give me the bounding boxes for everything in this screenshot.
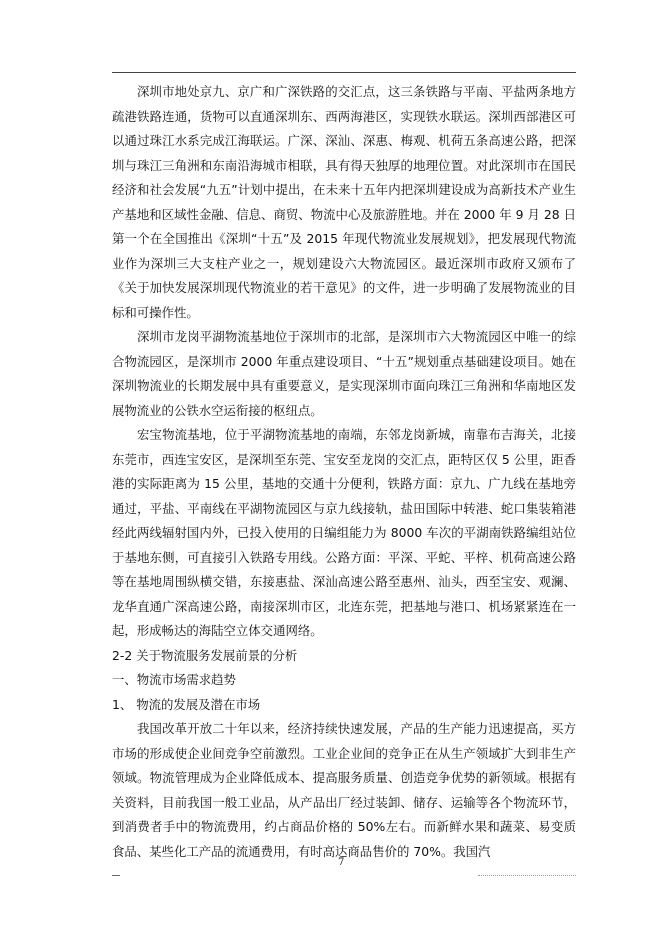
paragraph: 宏宝物流基地，位于平湖物流基地的南端，东邻龙岗新城，南靠布吉海关，北接东莞市，西连宝安区，是深圳至东莞、宝安至龙岗的交汇点，距特区仅 5 公里，距香港的实际距离为 15 公里，基地的交通十分便利，铁路方面：京九、广九线在基地旁通过，平盐、平南线在平湖物流园区与京九线接轨，盐田国际中转港、蛇口集装箱港经此两线辐射国内外，已投入使用的日编组能力为 8000 车次的平湖南铁路编组站位于基地东侧，可直接引入铁路专用线。公路方面：平深、平蛇、平梓、机荷高速公路等在基地周围纵横交错，东接惠盐、深汕高速公路至惠州、汕头，西至宝安、观澜、龙华直通广深高速公路，南接深圳市区，北连东莞，把基地与港口、机场紧紧连在一起，形成畅达的海陆空立体交通网络。 [112, 427, 576, 638]
subsubsection-heading: 1、 物流的发展及潜在市场 [112, 696, 261, 712]
paragraph: 深圳市地处京九、京广和广深铁路的交汇点，这三条铁路与平南、平盐两条地方疏港铁路连通，货物可以直通深圳东、西两海港区，实现铁水联运。深圳西部港区可以通过珠江水系完成江海联运。广深、深汕、深惠、梅观、机荷五条高速公路，把深圳与珠江三角洲和东南沿海城市相联，具有得天独厚的地理位置。对此深圳市在国民经济和社会发展“九五”计划中提出，在未来十五年内把深圳建设成为高新技术产业生产基地和区域性金融、信息、商贸、物流中心及旅游胜地。并在 2000 年 9 月 28 日第一个在全国推出《深圳“十五”及 2015 年现代物流业发展规划》，把发展现代物流业作为深圳三大支柱产业之一，规划建设六大物流园区。最近深圳市政府又颁布了《关于加快发展深圳现代物流业的若干意见》的文件，进一步明确了发展物流业的目标和可操作性。 [112, 84, 576, 320]
paragraph: 我国改革开放二十年以来，经济持续快速发展，产品的生产能力迅速提高，买方市场的形成使企业间竞争空前激烈。工业企业间的竞争正在从生产领域扩大到非生产领域。物流管理成为企业降低成本、提高服务质量、创造竞争优势的新领域。根据有关资料，目前我国一般工业品，从产品出厂经过装卸、储存、运输等各个物流环节，到消费者手中的物流费用，约占商品价格的 50%左右。而新鲜水果和蔬菜、易变质食品、某些化工产品的流通费用，有时高达商品售价的 70%。我国汽 [112, 721, 576, 859]
paragraph: 深圳市龙岗平湖物流基地位于深圳市的北部，是深圳市六大物流园区中唯一的综合物流园区，是深圳市 2000 年重点建设项目、“十五”规划重点基础建设项目。她在深圳物流业的长期发展中具有重要意义，是实现深圳市面向珠江三角洲和华南地区发展物流业的公铁水空运衔接的枢纽点。 [112, 329, 576, 418]
page-number: 7 [338, 857, 345, 868]
subsection-heading: 一、物流市场需求趋势 [112, 672, 236, 687]
header-rule [112, 72, 576, 73]
footer-dotted-line [478, 875, 576, 877]
document-body [112, 80, 576, 864]
section-heading: 2-2 关于物流服务发展前景的分析 [112, 647, 298, 663]
footer-mark [112, 875, 120, 876]
